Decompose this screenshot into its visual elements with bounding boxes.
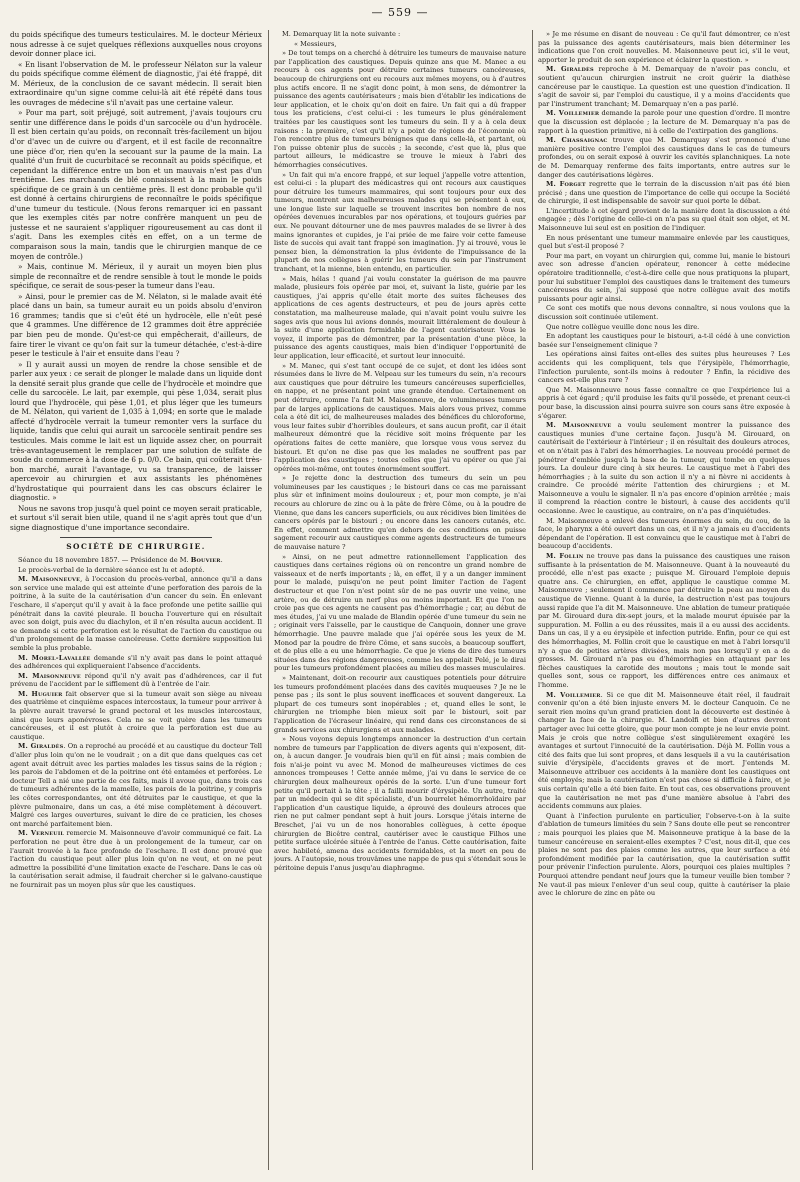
letter-intro: M. Demarquay lit la note suivante : bbox=[282, 30, 401, 38]
paragraph: » Pour ma part, soit préjugé, soit autrement, j'avais toujours cru sentir une différence dans le poids d'un sarcocèle ou d'un hydrocèle. Il est bien certain qu'au poids, on reconnaît très-facilement un bijou d'or d'avec un de cuivre ou d'argent, et il est facile de reconnaître une pièce d'or, rien qu'en la secouant sur la paume de la main. La qualité d'un fruit de cucurbitacé se reconnaît au poids spécifique, et cependant la différence entre un bon et un mauvais n'est pas d'un trentième. Les marchands de blé connaissent à la main le poids spécifique de ce grain à un centième près. Il est donc probable qu'il est donné à certains chirurgiens de reconnaître le poids spécifique d'une tumeur du testicule. (Nous ferons remarquer ici en passant que les exemples cités par notre confrère manquent un peu de justesse et ne sauraient s'appliquer rigoureusement au cas dont il s'agit. Dans les exemples cités en effet, on a un terme de comparaison sous la main, tandis que le chirurgien manque de ce moyen de contrôle.) bbox=[10, 108, 262, 261]
paragraph: Le procès-verbal de la dernière séance est lu et adopté. bbox=[18, 565, 205, 574]
speaker-paragraph: M. Huguier fait observer que si la tumeur avait son siège au niveau des quatrième et cinquième espaces intercostaux, la tumeur pour arriver à la plèvre aurait traversé le grand pectoral et les muscles intercostaux, ainsi que leurs aponévroses. Cela ne se voit guère dans les tumeurs cancéreuses, et il est plutôt à croire que la perforation est due au caustique. bbox=[10, 689, 262, 741]
paragraph: Nous ne savons trop jusqu'à quel point ce moyen serait praticable, et surtout s'il serait bien utile, quand il ne s'agit après tout que d'un signe diagnostique d'une importance secondaire. bbox=[10, 503, 262, 532]
speaker-paragraph: M. Verneuil remercie M. Maisonneuve d'avoir communiqué ce fait. La perforation ne peut être due à un prolongement de la tumeur, car on l'aurait trouvée à la face profonde de l'eschare. Il est donc prouvé que l'action du caustique peut aller plus loin qu'on ne veut, et on ne peut admettre la possibilité d'une limitation exacte de l'eschare. Dans le cas où la cautérisation serait admise, il faudrait chercher si le galvano-caustique ne fournirait pas un moyen plus sûr que les caustiques. bbox=[10, 829, 262, 889]
paragraph: » Ainsi, pour le premier cas de M. Nélaton, si le malade avait été placé dans un bain, sa tumeur aurait eu un poids absolu d'environ 16 grammes; tandis que si c'eût été un hydrocèle, elle n'eût pesé que 4 grammes. Une différence de 12 grammes doit être appréciée par bien peu de monde. Qu'est-ce qui empêcherait, d'ailleurs, de faire tirer le vivant ce qu'on fait sur la tumeur détachée, c'est-à-dire peser le testicule à l'air et ensuite dans l'eau ? bbox=[10, 291, 262, 359]
paragraph: En nous présentant une tumeur mammaire enlevée par les caustiques, quel but s'est-il proposé ? bbox=[538, 233, 790, 251]
speaker-paragraph: M. Voillemier demande la parole pour une question d'ordre. Il montre que la discussion est déplacée ; la lecture de M. Demarquay n'a pas de rapport à la question primitive, ni à celle de l'extirpation des ganglions. bbox=[538, 109, 790, 135]
paragraph: « En lisant l'observation de M. le professeur Nélaton sur la valeur du poids spécifique comme élément de diagnostic, j'ai été frappé, dit M. Mérieux, de la conclusion de ce savant médecin. Il serait bien extraordinaire qu'un signe comme celui-là ait été répété dans tous les ouvrages de médecine s'il n'avait pas une certaine valeur. bbox=[10, 59, 262, 107]
paragraph: Pour ma part, en voyant un chirurgien qui, comme lui, manie le bistouri avec son adresse d'ancien opérateur, renoncer à cette médecine opératoire traditionnelle, c'est-à-dire celle que nous pratiquons la plupart, pour lui substituer l'emploi des caustiques dans le traitement des tumeurs cancéreuses du sein, j'ai supposé que notre collègue avait des motifs puissants pour agir ainsi. bbox=[538, 251, 790, 303]
paragraph: L'incertitude à cet égard provient de la manière dont la discussion a été engagée ; dès l'origine de celle-ci on n'a pas su quel était son objet, et M. Maisonneuve lui seul est en position de l'indiquer. bbox=[538, 206, 790, 233]
salutation: « Messieurs, bbox=[294, 39, 337, 48]
paragraph: du poids spécifique des tumeurs testiculaires. M. le docteur Mérieux nous adresse à ce sujet quelques réflexions auxquelles nous croyons devoir donner place ici. bbox=[10, 30, 262, 59]
speaker-paragraph: M. Maisonneuve, à l'occasion du procès-verbal, annonce qu'il a dans son service une malade qui est atteinte d'une perforation des parois de la poitrine, à la suite de la cautérisation d'un cancer du sein. En enlevant l'eschare, il s'aperçut qu'il y avait à la face profonde une petite saillie qui pénétrait dans la cavité pleurale. Il boucha l'ouverture qui en résultait avec son doigt, puis avec du diachylon, et il n'en résulta aucun accident. Il se demande si cette perforation est le résultat de l'action du caustique ou d'un prolongement de la masse cancéreuse. Cette dernière supposition lui semble la plus probable. bbox=[10, 575, 262, 652]
column-left bbox=[10, 30, 262, 1176]
paragraph: » Maintenant, doit-on recourir aux caustiques potentiels pour détruire les tumeurs profondément placées dans des cavités muqueuses ? Je ne le pense pas ; ils sont le plus souvent inefficaces et souvent dangereux. La plupart de ces tumeurs sont inopérables ; et, quand elles le sont, le chirurgien ne triomphe bien mieux soit par le bistouri, soit par l'application de l'écraseur linéaire, qui rend dans ces circonstances de si grands services aux chirurgiens et aux malades. bbox=[274, 673, 526, 734]
paragraph: » Il y aurait aussi un moyen de rendre la chose sensible et de parler aux yeux : ce serait de plonger le malade dans un liquide dont la densité serait plus grande que celle de l'hydrocèle et moindre que celle du sarcocèle. Le lait, par exemple, qui pèse 1,034, serait plus lourd que l'hydrocèle, qui pèse 1,01, et plus léger que les tumeurs de M. Nélaton, qui varient de 1,035 à 1,094; en sorte que le malade affecté d'hydrocèle verrait la tumeur remonter vers la surface du liquide, tandis que celui qui aurait un sarcocèle sentirait pendre ses testicules. Mais comme le lait est un liquide assez cher, on pourrait très-avantageusement le remplacer par une solution de sulfate de soude du commerce à la dose de 6 p. 0/0. Ce bain, qui coûterait très-bon marché, aurait l'avantage, vu sa transparence, de laisser apercevoir au chirurgien et aux assistants les phénomènes d'hydrostatique qui pourraient dans les cas obscurs éclairer le diagnostic. » bbox=[10, 359, 262, 503]
speaker-paragraph: M. Forget regrette que le terrain de la discussion n'ait pas été bien précisé ; dans une question de l'importance de celle qui occupe la Société de chirurgie, il est indispensable de savoir sur quoi porte le débat. bbox=[538, 180, 790, 206]
paragraph: Les opérations ainsi faites ont-elles des suites plus heureuses ? Les accidents qui les compliquent, tels que l'érysipèle, l'hémorrhagie, l'infection purulente, sont-ils moins à redouter ? Enfin, la récidive des cancers est-elle plus rare ? bbox=[538, 350, 790, 385]
seance-line: Séance du 18 novembre 1857. — Présidence de M. Bouvier. bbox=[18, 555, 223, 564]
paragraph: En adoptant les caustiques pour le bistouri, a-t-il cédé à une conviction basée sur l'enseignement clinique ? bbox=[538, 332, 790, 349]
speaker-paragraph: M. Maisonneuve a voulu seulement montrer la puissance des caustiques munies d'une certaine façon. Jusqu'à M. Girouard, on cautérisait de l'extérieur à l'intérieur ; il en résultait des douleurs atroces, et on n'était pas à l'abri des hémorrhagies. Le nouveau procédé permet de pénétrer d'emblée jusqu'à la base de la tumeur, qui tombe en quelques jours. La douleur dure cinq à six heures. Le caustique met à l'abri des hémorrhagies ; à la suite du son action il n'y a ni fièvre ni accidents à craindre. Ce procédé mérite l'attention des chirurgiens ; et M. Maisonneuve a voulu le signaler. Il n'a pas encore d'opinion arrêtée ; mais il comprend la réaction contre le bistouri, à cause des accidents qu'il occasionne. Avec le caustique, au contraire, on n'a pas d'inquiétudes. bbox=[538, 421, 790, 516]
column-right bbox=[538, 30, 790, 1176]
speaker-paragraph: M. Maisonneuve répond qu'il n'y avait pas d'adhérences, car il fut prévenu de l'accident par le sifflement dû à l'entrée de l'air. bbox=[10, 671, 262, 689]
column-middle bbox=[274, 30, 526, 1176]
section-title: SOCIÉTÉ DE CHIRURGIE. bbox=[66, 542, 206, 552]
paragraph: Que M. Maisonneuve nous fasse connaître ce que l'expérience lui a appris à cet égard ; qu'il produise les faits qu'il possède, et prenant ceux-ci pour base, la discussion ainsi pourra suivre son cours sans être exposée à s'égarer. bbox=[538, 385, 790, 420]
speaker-paragraph: M. Morel-Lavallée demande s'il n'y avait pas dans le point attaqué des adhérences qui expliqueraient l'absence d'accidents. bbox=[10, 653, 262, 671]
paragraph: » Je me résume en disant de nouveau : Ce qu'il faut démontrer, ce n'est pas la puissance des agents cautérisateurs, mais bien déterminer les indications que l'on croit nouvelles. M. Maisonneuve peut ici, s'il le veut, apporter le produit de son expérience et éclairer la question. » bbox=[538, 30, 790, 64]
speaker-paragraph: M. Follin ne trouve pas dans la puissance des caustiques une raison suffisante à la présentation de M. Maisonneuve. Quant à la nouveauté du procédé, elle n'est pas exacte ; puisque M. Girouard l'emploie depuis quatre ans. Ce chirurgien, en effet, applique le caustique comme M. Maisonneuve ; seulement il commence par détruire la peau au moyen du caustique de Vienne. Quant à la durée, la destruction n'est pas toujours aussi rapide que l'a dit M. Maisonneuve. Une ablation de tumeur pratiquée par M. Girouard dura dix-sept jours, et la malade mourut épuisée par la suppuration. M. Follin a eu des réussites, mais il a eu aussi des accidents. Dans un cas, il y a eu érysipèle et infection putride. Enfin, pour ce qui est des hémorrhagies, M. Follin croit que le caustique en met à l'abri lorsqu'il n'y a que de petites artères divisées, mais non pas lorsqu'il y en a de grosses. M. Girouard n'a pas eu d'hémorrhagies en attaquant par les flèches caustiques la carotide des moutons ; mais tout le monde sait quelles sont, sous ce rapport, les différences entre ces animaux et l'homme. bbox=[538, 552, 790, 689]
speaker-paragraph: M. Giraldès. On a reproché au procédé et au caustique du docteur Tell d'aller plus loin qu'on ne le voudrait ; on a dit que dans quelques cas cet agent avait détruit avec les parties malades les tissus sains de la région ; les parois de l'abdomen et de la poitrine ont été entamées et perforées. Le docteur Tell a nié une partie de ces faits, mais il avoue que, dans trois cas de tumeurs adhérentes de la mamelle, les parois de la poitrine, y compris les côtes correspondantes, ont été détruites par le caustique, et que la plèvre pulmonaire, dans un cas, a été mise complètement à découvert. Malgré ces larges ouvertures, suivant le dire de ce praticien, les choses ont marché parfaitement bien. bbox=[10, 742, 262, 828]
paragraph: » Je rejette donc la destruction des tumeurs du sein un peu volumineuses par les caustiques ; le bistouri dans ce cas me paraissant plus sûr et infiniment moins douloureux ; et, pour mon compte, je n'ai recours au chlorure de zinc ou à la pâte de frère Côme, ou à la poudre de Vienne, que dans les cancers superficiels, ou aux récidives bien limitées de cancers opérés par le bistouri ; ou encore dans les cancers cutanés, etc. En effet, comment admettre qu'en dehors de ces conditions on puisse sagement recourir aux caustiques comme agents destructeurs de tumeurs de mauvaise nature ? bbox=[274, 474, 526, 552]
paragraph: » M. Manec, qui s'est tant occupé de ce sujet, et dont les idées sont résumées dans le livre de M. Velpeau sur les tumeurs du sein, n'a recours aux caustiques que pour détruire les tumeurs cancéreuses superficielles, en nappe, et ne présentant point une grande étendue. Certainement on peut détruire, comme l'a fait M. Maisonneuve, de volumineuses tumeurs par de larges applications de caustiques. Mais alors vous privez, comme cela a été dit ici, de malheureuses malades des bénéfices du chloroforme, vous leur faites subir d'horribles douleurs, et sans aucun profit, car il était malheureux démontré que la récidive soit moins fréquente par les opérations faites de cette manière, que lorsque vous vous servez du bistouri. Et qu'on ne dise pas que les malades ne souffrent pas par l'application des caustiques ; toutes celles que j'ai vu opérer ou que j'ai opérées moi-même, ont toutes énormément souffert. bbox=[274, 361, 526, 473]
paragraph: » Ainsi, on ne peut admettre rationnellement l'application des caustiques dans certaines régions où on rencontre un grand nombre de vaisseaux et de nerfs importants ; là, en effet, il y a un danger imminent pour le malade, puisqu'on ne peut point limiter l'action de l'agent destructeur et que l'on n'est point sûr de ne pas ouvrir une veine, une artère, ou de détruire un nerf plus ou moins important. Et que l'on ne croie pas que ces agents ne causent pas d'hémorrhagie ; car, au début de mes études, j'ai vu une malade de Blandin opérée d'une tumeur du sein ne ; originait vers l'aisselle, par le caustique de Canquoin, donner une grave hémorrhagie. Une pauvre malade que j'ai opérée sous les yeux de M. Monod par la poudre de frère Côme, et sans succès, a beaucoup souffert, et de plus elle a eu une hémorrhagie. Ce que je viens de dire des tumeurs situées dans des régions dangereuses, comme les appelait Pelé, je le dirai pour les tumeurs profondément placées au milieu des masses musculaires. bbox=[274, 552, 526, 673]
paragraph: Que notre collègue veuille donc nous les dire. bbox=[546, 322, 700, 331]
paragraph: » Nous voyons depuis longtemps annoncer la destruction d'un certain nombre de tumeurs par l'application de divers agents qui n'exposent, dit-on, à aucun danger. Je voudrais bien qu'il en fût ainsi ; mais combien de fois n'ai-je point vu avec M. Monod de malheureuses victimes de ces annonces trompeuses ! Cette année même, j'ai vu dans le service de ce chirurgien deux malheureux opérés de la sorte. L'un d'une tumeur fort petite qu'il portait à la tête ; il a failli mourir d'érysipèle. Un autre, traité par un médecin qui se dit spécialiste, d'un bourrelet hémorrhoïdaire par l'application d'un caustique liquide, a éprouvé des douleurs atroces que rien ne put calmer pendant sept à huit jours. Lorsque j'étais interne de Breschet, j'ai vu un de nos honorables collègues, à cette époque chirurgien de Bicêtre central, cautériser avec le caustique Filhos une petite surface ulcérée située à l'entrée de l'anus. Cette cautérisation, faite avec habileté, amena des accidents formidables, et la mort en peu de jours. A l'autopsie, nous trouvâmes une nappe de pus qui s'étendait sous le péritoine depuis l'anus jusqu'au diaphragme. bbox=[274, 735, 526, 872]
section-separator bbox=[10, 537, 262, 538]
paragraph: » De tout temps on a cherché à détruire les tumeurs de mauvaise nature par l'application des caustiques. Depuis quinze ans que M. Manec a eu recours à ces agents pour détruire certaines tumeurs cancéreuses, beaucoup de chirurgiens ont eu recours aux mêmes moyens, ou à d'autres plus actifs encore. Il ne s'agit donc point, à mon sens, de démontrer la puissance des agents cautérisateurs ; mais bien d'établir les indications de leur application, et le choix qu'on doit en faire. Un fait qui a dû frapper tous les praticiens, c'est celui-ci : les tumeurs le plus généralement traitées par les caustiques sont les tumeurs du sein. Il y a à cela deux raisons : la première, c'est qu'il n'y a point de régions de l'économie où l'on rencontre plus de tumeurs bénignes que dans celle-là, et partant, où l'on puisse obtenir plus de succès ; la seconde, c'est que là, plus que partout ailleurs, le médicastre se trouve le mieux à l'abri des hémorrhagies consécutives. bbox=[274, 49, 526, 169]
speaker-paragraph: M. Giraldès reproche à M. Demarquay de n'avoir pas conclu, et soutient qu'aucun chirurgien instruit ne croit guérir la diathèse cancéreuse par le caustique. La question est une question d'indication. Il s'agit de savoir si, par l'emploi du caustique, il y a moins d'accidents que par l'instrument tranchant; M. Demarquay n'en a pas parlé. bbox=[538, 65, 790, 108]
page-number: — 559 — bbox=[371, 6, 429, 19]
column-rule-left bbox=[268, 30, 269, 1170]
column-rule-right bbox=[532, 30, 533, 1170]
paragraph: Ce sont ces motifs que nous devons connaître, si nous voulons que la discussion soit continuée utilement. bbox=[538, 304, 790, 321]
paragraph: Quant à l'infection purulente en particulier, l'observe-t-on à la suite d'ablation de tumeurs limitées du sein ? Sans doute elle peut se rencontrer ; mais pourquoi les plaies que M. Maisonneuve pratique à la base de la tumeur cancéreuse en seraient-elles exemptes ? C'est, nous dit-il, que ces plaies ne sont pas des plaies comme les autres, que leur surface a été profondément modifiée par la cautérisation, que la cautérisation suffit pour prévenir l'infection purulente. Alors, pourquoi ces plaies multiples ? Pourquoi attendre pendant neuf jours que la tumeur veuille bien tomber ? Ne vaut-il pas mieux l'enlever d'un seul coup, quitte à cautériser la plaie avec le chlorure de zinc en pâte ou bbox=[538, 811, 790, 898]
paragraph: » Un fait qui m'a encore frappé, et sur lequel j'appelle votre attention, est celui-ci : la plupart des médicastres qui ont recours aux caustiques pour détruire les tumeurs mammaires, qui sont toujours pour eux des tumeurs, montrent aux malheureuses malades qui se présentent à eux, une longue liste sur laquelle se trouvent inscrites bon nombre de nos opérées devenues incurables par nos opérations, et toujours guéries par eux. Ne pouvant détourner une de mes pauvres malades de se livrer à des mains ignorantes et cupides, je l'ai priée de me faire voir cette fameuse liste de succès qui avait tant frappé son imagination. J'y ai trouvé, vous le pensez bien, la démonstration la plus évidente de l'impuissance de la plupart de nos collègues à guérir les tumeurs du sein par l'instrument tranchant, et la mienne, bien entendu, en particulier. bbox=[274, 170, 526, 274]
speaker-paragraph: M. Voillemier. Si ce que dit M. Maisonneuve était réel, il faudrait convenir qu'on a été bien injuste envers M. le docteur Canquoin. Ce ne serait rien moins qu'un grand praticien dont la découverte est destinée à changer la face de la chirurgie. M. Landolfi et bien d'autres devront partager avec lui cette gloire, que pour mon compte je ne leur envie point. Mais je crois que notre collègue s'est singulièrement exagéré les avantages et surtout l'innocuité de la cautérisation. Déjà M. Follin vous a cité des faits que lui sont propres, et dans lesquels il a vu la cautérisation suivie d'érysipèle, d'accidents graves et de mort. J'entends M. Maisonneuve attribuer ces accidents à la manière dont les caustiques ont été employés; mais la cautérisation n'est pas chose si difficile à faire, et je suis certain qu'elle a été bien faite. En tout cas, ces observations prouvent que la cautérisation ne met pas d'une manière absolue à l'abri des accidents communs aux plaies. bbox=[538, 690, 790, 811]
speaker-paragraph: M. Chassaignac trouve que M. Demarquay s'est prononcé d'une manière positive contre l'emploi des caustiques dans le cas de tumeurs profondes, ou on serait exposé à ouvrir les cavités splanchniques. La note de M. Demarquay renferme des faits importants, entre autres sur le danger des cautérisations légères. bbox=[538, 136, 790, 179]
paragraph: » Mais, hélas ! quand j'ai voulu constater la guérison de ma pauvre malade, plusieurs fois opérée par moi, et, suivant la liste, guérie par les caustiques, j'ai appris qu'elle était morte des suites fâcheuses des applications de ces agents destructeurs, et peu de jours après cette constatation, ma malheureuse malade, qui n'avait point voulu suivre les sages avis que nous lui avions donnés, mourait littéralement de douleur à la suite d'une application formidable de l'agent cautérisateur. Vous le voyez, il importe pas de démontrer, par la présentation d'une pièce, la puissance des agents caustiques, mais bien d'indiquer l'opportunité de leur application, leur efficacité, et surtout leur innocuité. bbox=[274, 274, 526, 360]
paragraph: » Mais, continue M. Mérieux, il y aurait un moyen bien plus simple de reconnaître et de rendre sensible à tout le monde le poids spécifique, ce serait de sous-peser la tumeur dans l'eau. bbox=[10, 262, 262, 291]
paragraph: M. Maisonneuve a enlevé des tumeurs énormes du sein, du cou, de la face, le pharynx a été ouvert dans un cas, et il n'y a jamais eu d'accidents dépendant de l'opération. Il est convaincu que le caustique met à l'abri de beaucoup d'accidents. bbox=[538, 516, 790, 551]
